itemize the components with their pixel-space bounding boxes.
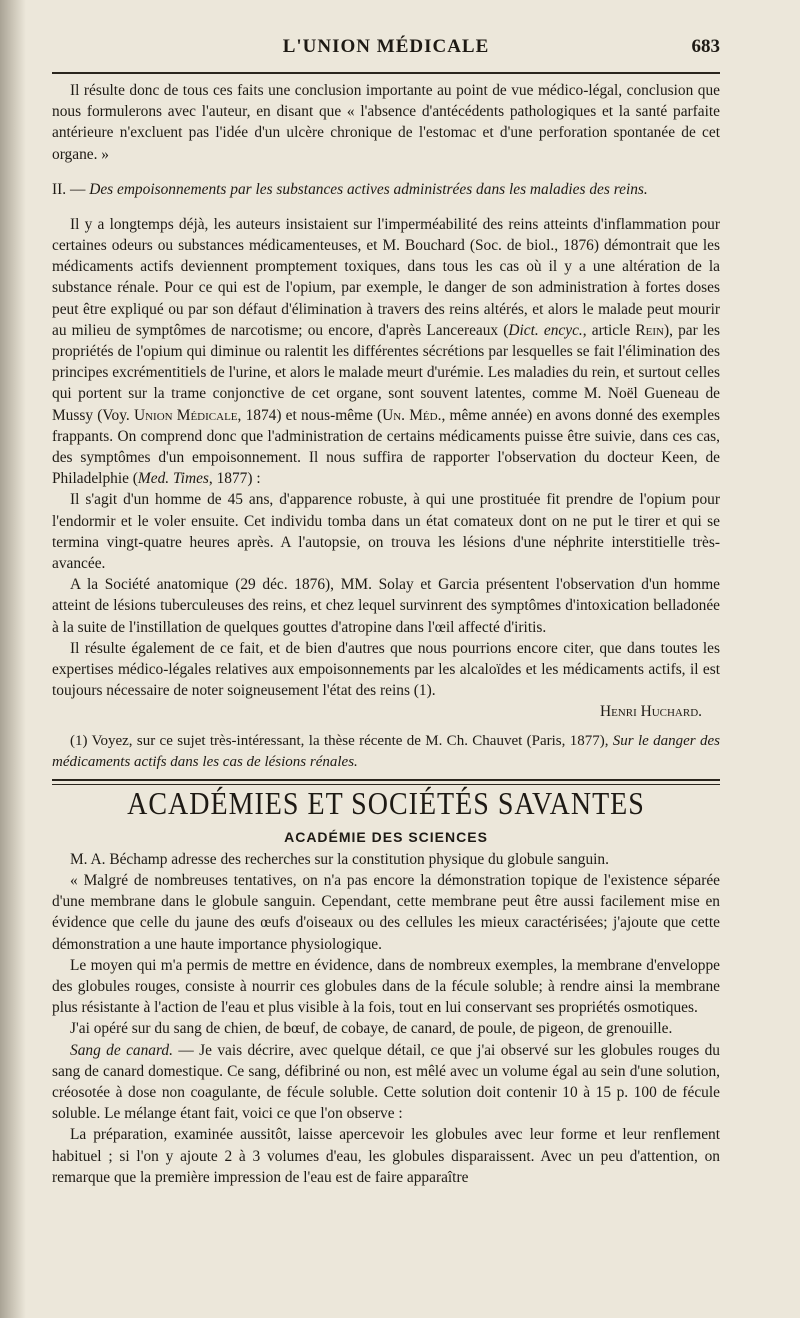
article-paragraph-4: Il résulte également de ce fait, et de bien d'autres que nous pourrions encore citer, que dans toutes les expertises médico-légales relatives aux empoisonnements par les alcaloïdes et les médicaments actifs, il est toujours nécessaire de noter soigneusement l'état des reins (1).	[52, 639, 720, 700]
article-paragraph-1: Il y a longtemps déjà, les auteurs insistaient sur l'imperméabilité des reins atteints d'inflammation pour certaines odeurs ou substances médicamenteuses, et M. Bouchard (Soc. de biol., 1876) démontrait que les médicaments actifs deviennent promptement toxiques, dans tous les cas où il y a une altération de la substance rénale. Pour ce qui est de l'opium, par exemple, le danger de son administration à fortes doses peut être expliqué ou par son défaut d'élimination à travers des reins altérés, et alors le malade peut mourir au milieu de symptômes de narcotisme; ou encore, d'après Lancereaux (Dict. encyc., article Rein), par les propriétés de l'opium qui diminue ou ralentit les différentes sécrétions par lesquelles se fait l'élimination des principes excrémentitiels de l'urine, et alors le malade meurt d'urémie. Les maladies du rein, et surtout celles qui portent sur la trame conjonctive de cet organe, sont souvent latentes, comme M. Noël Gueneau de Mussy (Voy. Union Médicale, 1874) et nous-même (Un. Méd., même année) en avons donné des exemples frappants. On comprend donc que l'administration de certains médicaments puisse être suivie, dans ces cas, des symptômes d'un empoisonnement. Il nous suffira de rapporter l'observation du docteur Keen, de Philadelphie (Med. Times, 1877) :	[52, 215, 721, 488]
academies-paragraph-4: J'ai opéré sur du sang de chien, de bœuf, de cobaye, de canard, de poule, de pigeon, de grenouille.	[70, 1020, 673, 1038]
running-head	[52, 0, 720, 62]
academies-paragraph-3: Le moyen qui m'a permis de mettre en évidence, dans de nombreux exemples, la membrane d'enveloppe des globules rouges, consiste à nourrir ces globules dans de la fécule soluble; à rendre ainsi la membrane plus résistante à l'action de l'eau et plus visible à la fois, tout en lui conservant ses propriétés osmotiques.	[52, 956, 720, 1017]
academies-heading: ACADÉMIES ET SOCIÉTÉS SAVANTES	[127, 786, 645, 822]
academie-subheading: ACADÉMIE DES SCIENCES	[284, 828, 488, 845]
article-paragraph-2: Il s'agit d'un homme de 45 ans, d'apparence robuste, à qui une prostituée fit prendre de l'opium pour l'endormir et le voler ensuite. Cet individu tomba dans un état comateux dont on ne put le tirer et qui se termina vingt-quatre heures après. A l'autopsie, on trouva les lésions d'une néphrite interstitielle très-avancée.	[52, 491, 720, 573]
section-divider	[52, 779, 720, 785]
academies-body	[52, 849, 720, 1188]
page-binding-shadow	[0, 0, 26, 1318]
academies-paragraph-5: Sang de canard. — Je vais décrire, avec quelque détail, ce que j'ai observé sur les globules rouges du sang de canard domestique. Ce sang, défibriné ou non, est mêlé avec un volume égal au sein d'une solution, créosotée à dose non coagulante, de fécule soluble. Cette solution doit contenir 10 à 15 p. 100 de fécule soluble. Le mélange étant fait, voici ce que l'on observe :	[52, 1041, 720, 1123]
article-body	[52, 80, 720, 773]
running-title: L'UNION MÉDICALE	[282, 36, 490, 57]
section-title: Des empoisonnements par les substances actives administrées dans les maladies des reins.	[89, 180, 648, 198]
conclusion-paragraph: Il résulte donc de tous ces faits une conclusion importante au point de vue médico-légal, conclusion que nous formulerons avec l'auteur, en disant que « l'absence d'antécédents pathologiques et la santé parfaite antérieure n'excluent pas l'idée d'un ulcère chronique de l'estomac et d'une perforation spontanée de cet organe. »	[52, 82, 720, 163]
author-signature: Henri Huchard.	[599, 703, 702, 721]
page-number: 683	[691, 36, 720, 57]
section-heading	[52, 179, 720, 200]
article-paragraph-3: A la Société anatomique (29 déc. 1876), MM. Solay et Garcia présentent l'observation d'un homme atteint de lésions tuberculeuses des reins, et chez lequel survinrent des symptômes d'intoxication belladonée à la suite de l'instillation de quelques gouttes d'atropine dans l'œil affecté d'iritis.	[52, 576, 720, 636]
academies-paragraph-1: M. A. Béchamp adresse des recherches sur la constitution physique du globule sanguin.	[70, 850, 609, 868]
page-content	[52, 0, 720, 1188]
section-number: II. —	[52, 180, 86, 198]
footnote: (1) Voyez, sur ce sujet très-intéressant, la thèse récente de M. Ch. Chauvet (Paris, 1877), Sur le danger des médicaments actifs dans les cas de lésions rénales.	[52, 732, 720, 770]
academies-paragraph-2: « Malgré de nombreuses tentatives, on n'a pas encore la démonstration topique de l'existence séparée d'une membrane dans le globule sanguin. Cependant, cette membrane peut être aussi facilement mise en évidence que celle du jaune des œufs d'oiseaux ou des cellules les mieux caractérisées; j'ajoute que cette démonstration a une haute importance physiologique.	[52, 871, 720, 953]
academies-paragraph-6: La préparation, examinée aussitôt, laisse apercevoir les globules avec leur forme et leur renflement habituel ; si l'on y ajoute 2 à 3 volumes d'eau, les globules disparaissent. Avec un peu d'attention, on remarque que la première impression de l'eau est de faire apparaître	[52, 1126, 720, 1186]
header-rule	[52, 72, 720, 74]
